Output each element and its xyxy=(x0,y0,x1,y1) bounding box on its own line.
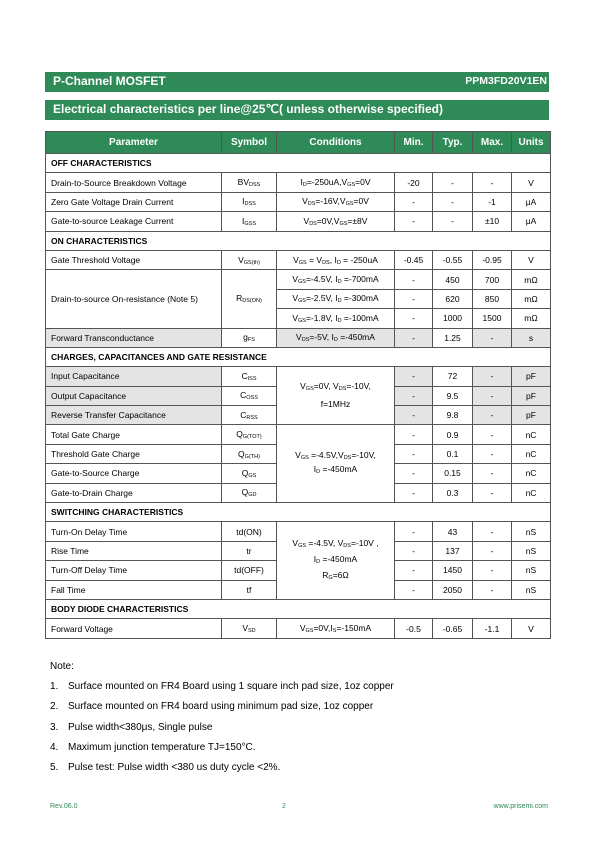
symbol-cell: tr xyxy=(222,541,277,560)
unit-cell: mΩ xyxy=(512,309,551,328)
symbol-cell: $V_{GS(th)}$ xyxy=(222,250,277,269)
min-cell: - xyxy=(395,212,433,231)
condition-cell: $V_{GS} =-4.5V$, $V_{DS}=-10V$ , $I_D =-450mA$ $R_G=6\Omega$ xyxy=(277,522,395,600)
note-item: 5. Pulse test: Pulse width <380 us duty cycle <2%. xyxy=(50,762,281,774)
max-cell: - xyxy=(473,541,512,560)
table-row xyxy=(46,522,551,541)
symbol-cell: $Q_{GS}$ xyxy=(222,464,277,483)
unit-cell: V xyxy=(512,173,551,192)
section-row: OFF CHARACTERISTICS xyxy=(46,154,551,173)
min-cell: - xyxy=(395,309,433,328)
typ-cell: 0.15 xyxy=(433,464,473,483)
symbol-cell: $Q_{G(TOT)}$ xyxy=(222,425,277,444)
min-cell: - xyxy=(395,444,433,463)
min-cell: - xyxy=(395,464,433,483)
symbol-cell: $C_{OSS}$ xyxy=(222,386,277,405)
page-number: 2 xyxy=(282,803,286,810)
note-item: 1. Surface mounted on FR4 Board using 1 square inch pad size, 1oz copper xyxy=(50,681,394,693)
min-cell: - xyxy=(395,192,433,211)
param-cell: Turn-Off Delay Time xyxy=(46,561,222,580)
param-cell: Gate-to-source Leakage Current xyxy=(46,212,222,231)
section-row: ON CHARACTERISTICS xyxy=(46,231,551,250)
symbol-cell: $g_{FS}$ xyxy=(222,328,277,347)
col-header: Typ. xyxy=(433,132,473,154)
min-cell: -0.5 xyxy=(395,619,433,638)
table-row xyxy=(46,328,551,347)
symbol-cell: $I_{GSS}$ xyxy=(222,212,277,231)
param-cell: Gate-to-Source Charge xyxy=(46,464,222,483)
typ-cell: 9.5 xyxy=(433,386,473,405)
max-cell: - xyxy=(473,580,512,599)
symbol-cell: td(ON) xyxy=(222,522,277,541)
section-row: SWITCHING CHARACTERISTICS xyxy=(46,503,551,522)
typ-cell: 620 xyxy=(433,289,473,308)
note-item: 3. Pulse width<380μs, Single pulse xyxy=(50,721,213,733)
condition-cell: $V_{DS}=-5V$, $I_D =-450mA$ xyxy=(277,328,395,347)
col-header: Symbol xyxy=(222,132,277,154)
min-cell: - xyxy=(395,522,433,541)
min-cell: - xyxy=(395,328,433,347)
max-cell: - xyxy=(473,444,512,463)
param-cell: Fall Time xyxy=(46,580,222,599)
max-cell: - xyxy=(473,367,512,386)
symbol-cell: td(OFF) xyxy=(222,561,277,580)
param-cell: Reverse Transfer Capacitance xyxy=(46,406,222,425)
max-cell: - xyxy=(473,173,512,192)
max-cell: - xyxy=(473,406,512,425)
col-header: Max. xyxy=(473,132,512,154)
doc-title: P-Channel MOSFET xyxy=(53,74,166,88)
min-cell: -0.45 xyxy=(395,250,433,269)
param-cell: Rise Time xyxy=(46,541,222,560)
min-cell: - xyxy=(395,270,433,289)
min-cell: -20 xyxy=(395,173,433,192)
table-row xyxy=(46,173,551,192)
unit-cell: nC xyxy=(512,464,551,483)
table-row xyxy=(46,425,551,444)
unit-cell: nS xyxy=(512,580,551,599)
symbol-cell: $I_{DSS}$ xyxy=(222,192,277,211)
max-cell: 1500 xyxy=(473,309,512,328)
col-header: Conditions xyxy=(277,132,395,154)
unit-cell: mΩ xyxy=(512,289,551,308)
param-cell: Zero Gate Voltage Drain Current xyxy=(46,192,222,211)
unit-cell: s xyxy=(512,328,551,347)
unit-cell: μA xyxy=(512,212,551,231)
min-cell: - xyxy=(395,580,433,599)
unit-cell: nC xyxy=(512,444,551,463)
unit-cell: nC xyxy=(512,425,551,444)
condition-cell: $V_{GS}=-1.8V$, $I_D =-100mA$ xyxy=(277,309,395,328)
symbol-cell: $BV_{DSS}$ xyxy=(222,173,277,192)
min-cell: - xyxy=(395,386,433,405)
notes-title: Note: xyxy=(50,661,74,672)
max-cell: ±10 xyxy=(473,212,512,231)
param-cell: Total Gate Charge xyxy=(46,425,222,444)
typ-cell: 450 xyxy=(433,270,473,289)
min-cell: - xyxy=(395,289,433,308)
typ-cell: 1450 xyxy=(433,561,473,580)
condition-cell: $V_{GS}=0V,I_S=-150mA$ xyxy=(277,619,395,638)
col-header: Parameter xyxy=(46,132,222,154)
unit-cell: V xyxy=(512,619,551,638)
min-cell: - xyxy=(395,425,433,444)
typ-cell: -0.55 xyxy=(433,250,473,269)
typ-cell: - xyxy=(433,212,473,231)
max-cell: - xyxy=(473,561,512,580)
col-header: Units xyxy=(512,132,551,154)
symbol-cell: $R_{DS(ON)}$ xyxy=(222,270,277,328)
section-row: BODY DIODE CHARACTERISTICS xyxy=(46,599,551,618)
section-heading-text: Electrical characteristics per line@25℃( unless otherwise specified) xyxy=(53,102,444,116)
table-row xyxy=(46,619,551,638)
unit-cell: pF xyxy=(512,406,551,425)
typ-cell: -0.65 xyxy=(433,619,473,638)
param-cell: Output Capacitance xyxy=(46,386,222,405)
typ-cell: 1.25 xyxy=(433,328,473,347)
header-bar xyxy=(45,72,549,92)
max-cell: - xyxy=(473,386,512,405)
typ-cell: - xyxy=(433,192,473,211)
max-cell: -1 xyxy=(473,192,512,211)
condition-cell: $I_D=-250uA,V_{GS}=0V$ xyxy=(277,173,395,192)
max-cell: -1.1 xyxy=(473,619,512,638)
condition-cell: $V_{DS}=-16V,V_{GS}=0V$ xyxy=(277,192,395,211)
revision: Rev.06.0 xyxy=(50,803,78,810)
symbol-cell: $Q_{GD}$ xyxy=(222,483,277,502)
unit-cell: nS xyxy=(512,522,551,541)
max-cell: 700 xyxy=(473,270,512,289)
unit-cell: pF xyxy=(512,386,551,405)
website-link[interactable]: www.prisemi.com xyxy=(493,803,548,810)
note-item: 4. Maximum junction temperature TJ=150°C. xyxy=(50,741,256,753)
symbol-cell: $C_{RSS}$ xyxy=(222,406,277,425)
max-cell: - xyxy=(473,425,512,444)
col-header: Min. xyxy=(395,132,433,154)
min-cell: - xyxy=(395,406,433,425)
param-cell: Forward Transconductance xyxy=(46,328,222,347)
part-number: PPM3FD20V1EN xyxy=(465,75,547,87)
symbol-cell: $V_{SD}$ xyxy=(222,619,277,638)
section-row: CHARGES, CAPACITANCES AND GATE RESISTANCE xyxy=(46,347,551,366)
typ-cell: - xyxy=(433,173,473,192)
min-cell: - xyxy=(395,367,433,386)
condition-cell: $V_{GS}=-4.5V$, $I_D =-700mA$ xyxy=(277,270,395,289)
typ-cell: 2050 xyxy=(433,580,473,599)
symbol-cell: $Q_{G(TH)}$ xyxy=(222,444,277,463)
table-row xyxy=(46,250,551,269)
param-cell: Turn-On Delay Time xyxy=(46,522,222,541)
symbol-cell: tf xyxy=(222,580,277,599)
typ-cell: 0.9 xyxy=(433,425,473,444)
typ-cell: 0.1 xyxy=(433,444,473,463)
typ-cell: 1000 xyxy=(433,309,473,328)
max-cell: 850 xyxy=(473,289,512,308)
table-row xyxy=(46,212,551,231)
typ-cell: 72 xyxy=(433,367,473,386)
param-cell: Drain-to-Source Breakdown Voltage xyxy=(46,173,222,192)
min-cell: - xyxy=(395,561,433,580)
max-cell: - xyxy=(473,522,512,541)
unit-cell: pF xyxy=(512,367,551,386)
max-cell: - xyxy=(473,328,512,347)
unit-cell: nS xyxy=(512,561,551,580)
min-cell: - xyxy=(395,541,433,560)
notes xyxy=(50,657,394,778)
table-header-row xyxy=(46,132,551,154)
typ-cell: 137 xyxy=(433,541,473,560)
max-cell: - xyxy=(473,464,512,483)
typ-cell: 43 xyxy=(433,522,473,541)
table-row xyxy=(46,192,551,211)
param-cell: Gate Threshold Voltage xyxy=(46,250,222,269)
unit-cell: μA xyxy=(512,192,551,211)
param-cell: Threshold Gate Charge xyxy=(46,444,222,463)
max-cell: -0.95 xyxy=(473,250,512,269)
table-row xyxy=(46,270,551,289)
condition-cell: $V_{DS}=0V,V_{GS}=\pm 8V$ xyxy=(277,212,395,231)
table-row xyxy=(46,367,551,386)
unit-cell: mΩ xyxy=(512,270,551,289)
electrical-characteristics-table xyxy=(45,131,551,639)
param-cell: Drain-to-source On-resistance (Note 5) xyxy=(46,270,222,328)
param-cell: Forward Voltage xyxy=(46,619,222,638)
max-cell: - xyxy=(473,483,512,502)
param-cell: Input Capacitance xyxy=(46,367,222,386)
min-cell: - xyxy=(395,483,433,502)
unit-cell: V xyxy=(512,250,551,269)
typ-cell: 9.8 xyxy=(433,406,473,425)
condition-cell: $V_{GS} = V_{DS}$, $I_D = -250uA$ xyxy=(277,250,395,269)
section-heading xyxy=(45,100,549,120)
symbol-cell: $C_{ISS}$ xyxy=(222,367,277,386)
condition-cell: $V_{GS}=-2.5V$, $I_D =-300mA$ xyxy=(277,289,395,308)
unit-cell: nS xyxy=(512,541,551,560)
condition-cell: $V_{GS}=0V$, $V_{DS}=-10V$, f=1MHz xyxy=(277,367,395,425)
note-item: 2. Surface mounted on FR4 board using minimum pad size, 1oz copper xyxy=(50,701,374,713)
param-cell: Gate-to-Drain Charge xyxy=(46,483,222,502)
condition-cell: $V_{GS} =-4.5V,V_{DS}=-10V$, $I_D =-450mA$ xyxy=(277,425,395,503)
unit-cell: nC xyxy=(512,483,551,502)
typ-cell: 0.3 xyxy=(433,483,473,502)
